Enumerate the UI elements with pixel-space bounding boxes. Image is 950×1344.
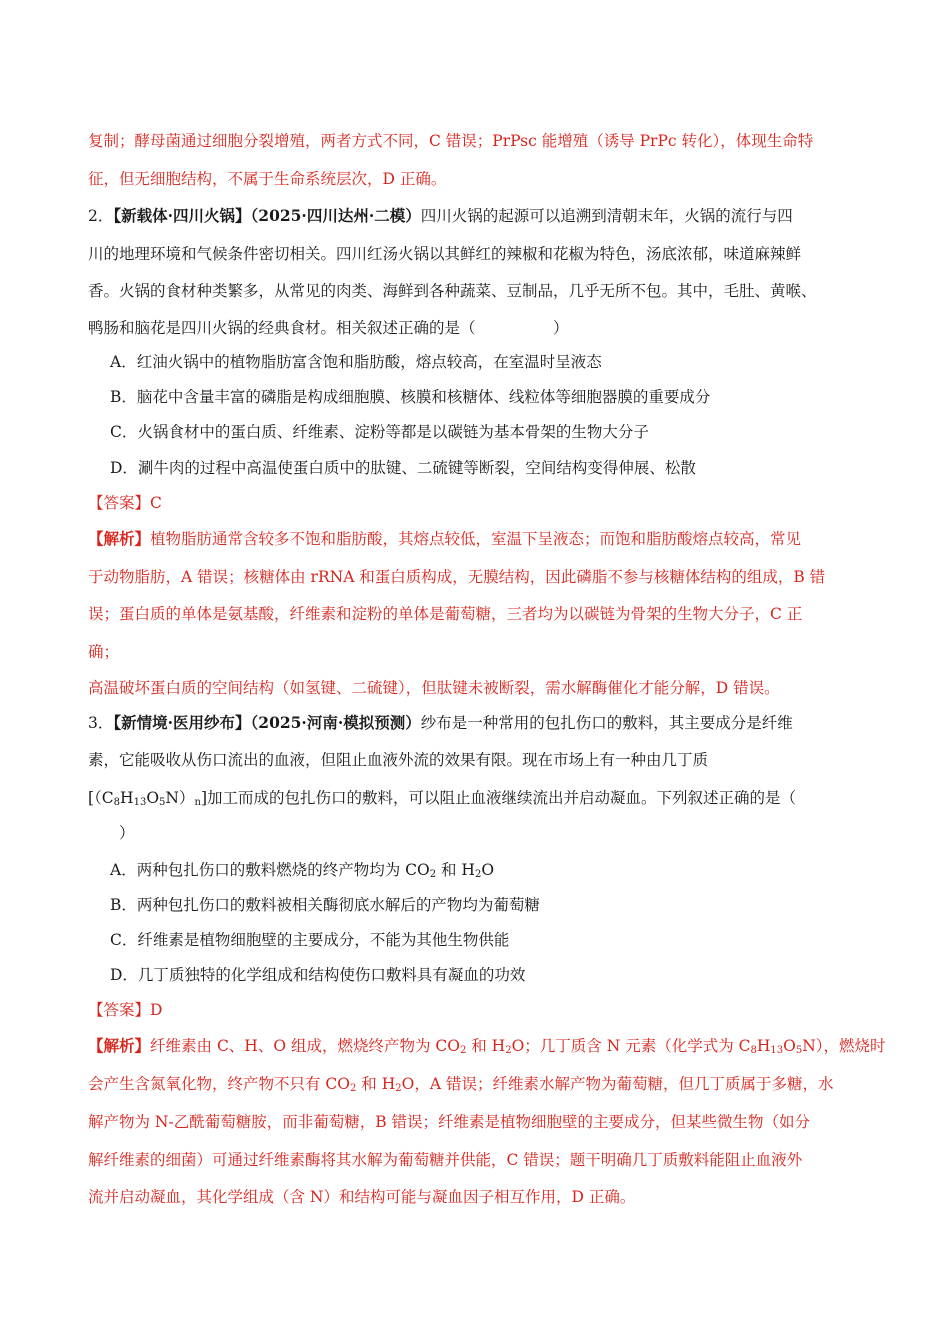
q2-option-d: D．涮牛肉的过程中高温使蛋白质中的肽键、二硫键等断裂，空间结构变得伸展、松散	[110, 459, 696, 477]
q2-option-b: B．脑花中含量丰富的磷脂是构成细胞膜、核膜和核糖体、线粒体等细胞器膜的重要成分	[110, 388, 711, 406]
sub-2: 2	[395, 1083, 402, 1094]
sub-2: 2	[505, 1045, 512, 1056]
sub-h: 13	[133, 797, 147, 808]
sub-2: 2	[350, 1083, 357, 1094]
q3-analysis-text: 纤维素由 C、H、O 组成，燃烧终产物为 CO	[150, 1037, 460, 1055]
sub-o: 5	[795, 1045, 803, 1056]
q2-analysis-line-5: 高温破坏蛋白质的空间结构（如氢键、二硫键），但肽键未被断裂，需水解酶催化才能分解，D 错误。	[88, 679, 780, 697]
q2-answer: 【答案】C	[88, 494, 162, 512]
q2-stem-text: 四川火锅的起源可以追溯到清朝末年，火锅的流行与四	[420, 207, 793, 225]
formula-o: O	[783, 1037, 796, 1055]
q3-stem-line-3	[88, 788, 796, 808]
q2-stem-line-4: 鸭肠和脑花是四川火锅的经典食材。相关叙述正确的是（ ）	[88, 319, 569, 337]
sub-n: n	[194, 797, 201, 808]
q2-source: （2025·四川达州·二模）	[250, 206, 421, 225]
q2-analysis-line-2: 于动物脂肪，A 错误；核糖体由 rRNA 和蛋白质构成，无膜结构，因此磷脂不参与核糖体结构的组成，B 错	[88, 568, 826, 586]
sub-2: 2	[474, 869, 482, 880]
q3-analysis-line-1	[88, 1036, 886, 1056]
q3-analysis-line-2	[88, 1074, 833, 1094]
sub-2: 2	[459, 1045, 467, 1056]
q3-analysis-text: 会产生含氮氧化物，终产物不只有 CO	[88, 1075, 350, 1093]
formula-n: N）	[165, 789, 195, 807]
q3-option-c: C．纤维素是植物细胞壁的主要成分，不能为其他生物供能	[110, 931, 510, 949]
q3-number: 3．	[88, 714, 114, 732]
sub-2: 2	[429, 869, 437, 880]
q3-option-d: D．几丁质独特的化学组成和结构使伤口敷料具有凝血的功效	[110, 966, 526, 984]
q3-analysis-text: O，A 错误；纤维素水解产物为葡萄糖，但几丁质属于多糖，水	[401, 1075, 834, 1093]
q3-option-a-end: O	[481, 861, 495, 879]
q3-source: （2025·河南·模拟预测）	[250, 713, 421, 732]
q3-answer: 【答案】D	[88, 1001, 163, 1019]
q3-analysis-line-4: 解纤维素的细菌）可通过纤维素酶将其水解为葡萄糖并供能，C 错误；题干明确几丁质敷料能阻止血液外	[88, 1151, 803, 1169]
q2-analysis-line-4: 确；	[88, 643, 120, 661]
q1-analysis-line-1: 复制；酵母菌通过细胞分裂增殖，两者方式不同，C 错误；PrPsc 能增殖（诱导 PrPc 转化），体现生命特	[88, 132, 814, 150]
q2-option-a: A．红油火锅中的植物脂肪富含饱和脂肪酸，熔点较高，在室温时呈液态	[110, 353, 602, 371]
q3-option-a-text: A．两种包扎伤口的敷料燃烧的终产物均为 CO	[110, 861, 430, 879]
q3-option-a	[110, 860, 494, 880]
q1-analysis-line-2: 征，但无细胞结构，不属于生命系统层次，D 正确。	[88, 170, 447, 188]
q2-analysis-line-3: 误；蛋白质的单体是氨基酸，纤维素和淀粉的单体是葡萄糖，三者均为以碳链为骨架的生物大分子，C 正	[88, 605, 803, 623]
q2-number: 2．	[88, 207, 114, 225]
sub-o: 5	[159, 797, 166, 808]
q3-stem-text: 纱布是一种常用的包扎伤口的敷料，其主要成分是纤维	[420, 714, 793, 732]
q3-analysis-label: 【解析】	[88, 1036, 151, 1055]
q2-stem-line-1	[88, 206, 793, 226]
q3-stem-line-2: 素，它能吸收从伤口流出的血液，但阻止血液外流的效果有限。现在市场上有一种由几丁质	[88, 751, 709, 769]
q3-analysis-line-5: 流并启动凝血，其化学组成（含 N）和结构可能与凝血因子相互作用，D 正确。	[88, 1188, 636, 1206]
q3-stem-line-1	[88, 713, 793, 733]
chitin-formula-open: [（C	[88, 789, 114, 807]
q3-stem-text-3: ]加工而成的包扎伤口的敷料，可以阻止血液继续流出并启动凝血。下列叙述正确的是（	[200, 789, 796, 807]
q2-stem-line-3: 香。火锅的食材种类繁多，从常见的肉类、海鲜到各种蔬菜、豆制品，几乎无所不包。其中，毛肚、黄喉、	[88, 282, 817, 300]
q3-option-b: B．两种包扎伤口的敷料被相关酶彻底水解后的产物均为葡萄糖	[110, 896, 540, 914]
q3-analysis-text: O；几丁质含 N 元素（化学式为 C	[511, 1037, 751, 1055]
formula-h: H	[120, 789, 134, 807]
q3-stem-line-4: ）	[88, 824, 135, 842]
sub-c: 8	[113, 797, 121, 808]
q2-analysis-label: 【解析】	[88, 529, 151, 548]
q2-analysis-text-1: 植物脂肪通常含较多不饱和脂肪酸，其熔点较低，室温下呈液态；而饱和脂肪酸熔点较高，常见	[150, 530, 802, 548]
formula-o: O	[146, 789, 160, 807]
q3-analysis-text: N），燃烧时	[802, 1037, 886, 1055]
formula-h: H	[756, 1037, 771, 1055]
q2-analysis-line-1	[88, 529, 801, 549]
sub-c: 8	[750, 1045, 757, 1056]
q3-analysis-text: 和 H	[466, 1037, 506, 1055]
q2-stem-line-2: 川的地理环境和气候条件密切相关。四川红汤火锅以其鲜红的辣椒和花椒为特色，汤底浓郁，味道麻辣鲜	[88, 245, 802, 263]
q3-analysis-line-3: 解产物为 N-乙酰葡萄糖胺，而非葡萄糖，B 错误；纤维素是植物细胞壁的主要成分，但某些微生物（如分	[88, 1113, 811, 1131]
q2-tag: 【新载体·四川火锅】	[113, 206, 251, 225]
q2-option-c: C．火锅食材中的蛋白质、纤维素、淀粉等都是以碳链为基本骨架的生物大分子	[110, 423, 649, 441]
q3-analysis-text: 和 H	[356, 1075, 396, 1093]
q3-tag: 【新情境·医用纱布】	[113, 713, 251, 732]
q3-option-a-mid: 和 H	[436, 861, 475, 879]
sub-h: 13	[770, 1045, 784, 1056]
